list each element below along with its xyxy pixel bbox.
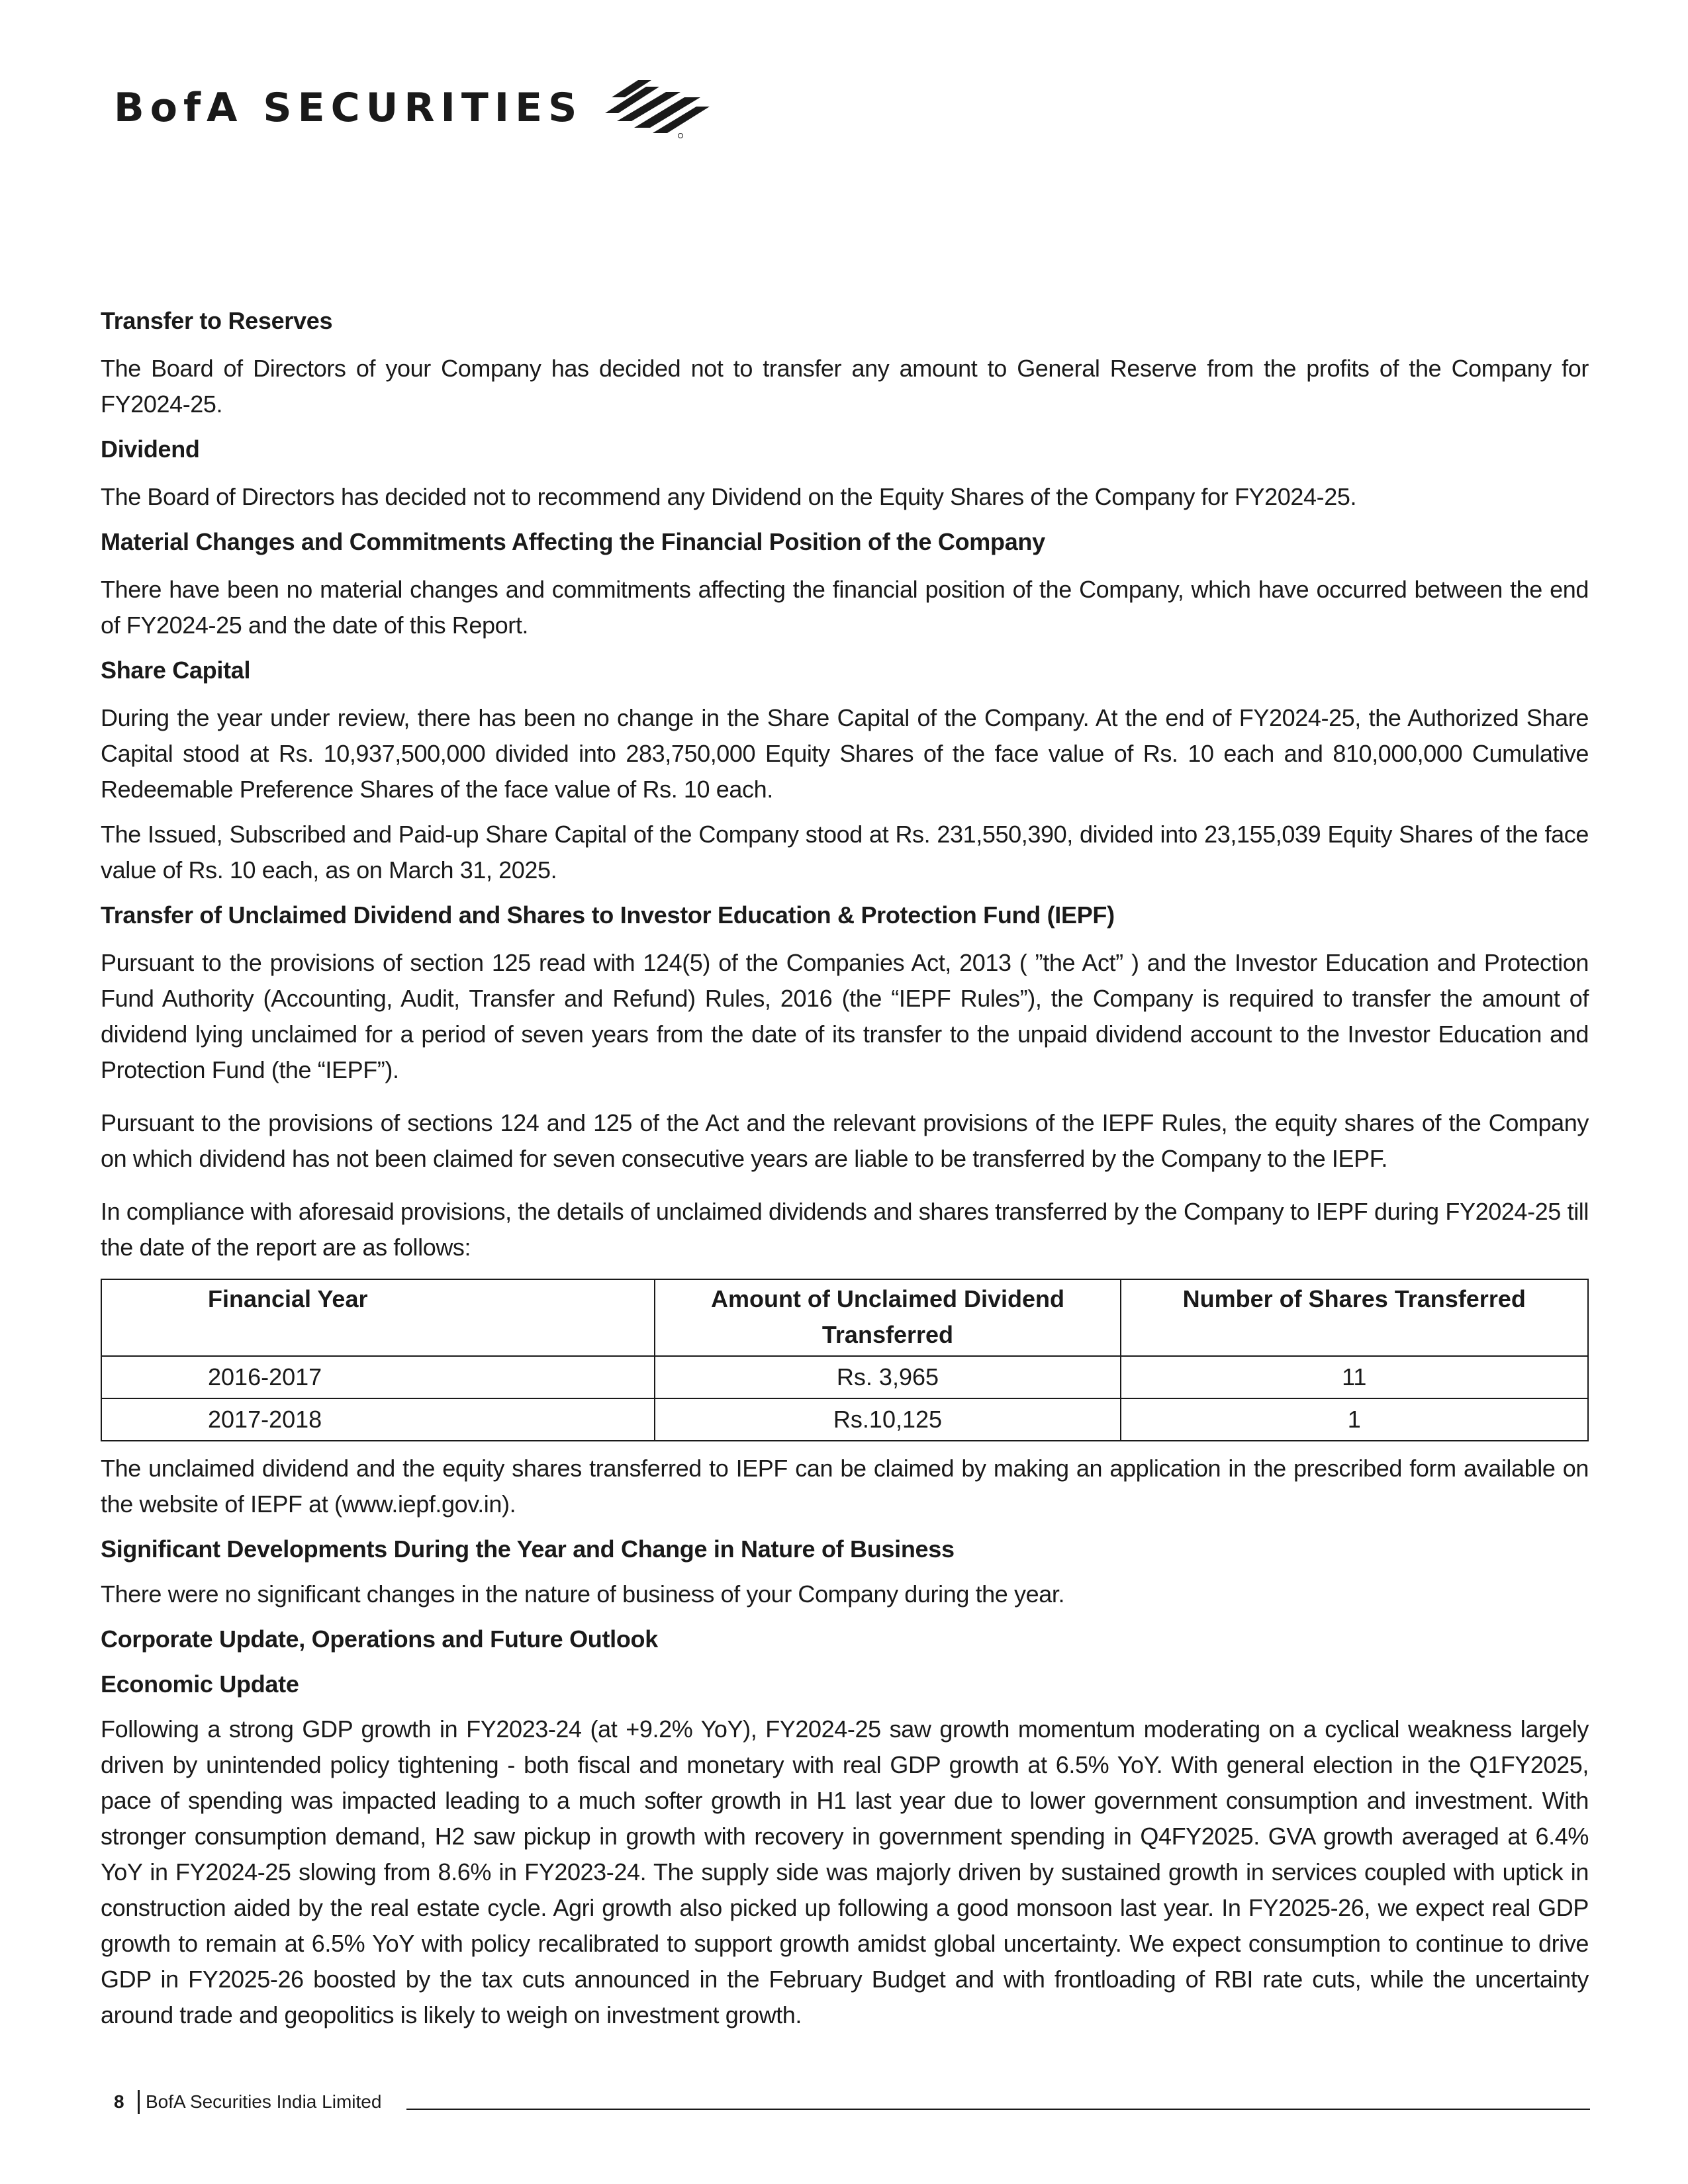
table-cell-financial-year: 2017-2018 (101, 1398, 655, 1441)
paragraph-iepf-details: In compliance with aforesaid provisions, the details of unclaimed dividends and shares transferred by the Company to IEPF during FY2024-25 till the date of the report are as follows: (101, 1198, 1589, 1261)
heading-corporate-update: Corporate Update, Operations and Future Outlook (101, 1625, 658, 1653)
paragraph-economic-update: Following a strong GDP growth in FY2023-24 (at +9.2% YoY), FY2024-25 saw growth momentum moderating on a cyclical weakness largely driven by unintended policy tightening - both fiscal and monetary with real GDP growth at 6.5% YoY. With general election in the Q1FY2025, pace of spending was impacted leading to a much softer growth in H1 last year due to lower government consumption and investment. With stronger consumption demand, H2 saw pickup in growth with recovery in government spending in Q4FY2025. GVA growth averaged at 6.4% YoY in FY2024-25 slowing from 8.6% in FY2023-24. The supply side was majorly driven by sustained growth in services coupled with uptick in construction aided by the real estate cycle. Agri growth also picked up following a good monsoon last year. In FY2025-26, we expect real GDP growth to remain at 6.5% YoY with policy recalibrated to support growth amidst global uncertainty. We expect consumption to continue to drive GDP in FY2025-26 boosted by the tax cuts announced in the February Budget and with frontloading of RBI rate cuts, while the uncertainty around trade and geopolitics is likely to weigh on investment growth. (101, 1715, 1589, 2028)
paragraph-transfer-to-reserves: The Board of Directors of your Company has decided not to transfer any amount to General Reserve from the profits of the Company for FY2024-25. (101, 355, 1589, 418)
document-body (101, 303, 1589, 2033)
page-number: 8 (114, 2091, 124, 2112)
footer-company-name: BofA Securities India Limited (146, 2091, 382, 2112)
paragraph-dividend: The Board of Directors has decided not to recommend any Dividend on the Equity Shares of the Company for FY2024-25. (101, 483, 1357, 510)
paragraph-share-capital-authorized: During the year under review, there has been no change in the Share Capital of the Company. At the end of FY2024-25, the Authorized Share Capital stood at Rs. 10,937,500,000 divided into 283,750,000 Equity Shares of the face value of Rs. 10 each and 810,000,000 Cumulative Redeemable Preference Shares of the face value of Rs. 10 each. (101, 704, 1589, 803)
table-header-shares-transferred: Number of Shares Transferred (1121, 1279, 1588, 1356)
table-header-amount-unclaimed: Amount of Unclaimed Dividend Transferred (655, 1279, 1120, 1356)
heading-iepf: Transfer of Unclaimed Dividend and Shares to Investor Education & Protection Fund (IEPF) (101, 901, 1115, 929)
paragraph-share-capital-issued: The Issued, Subscribed and Paid-up Share Capital of the Company stood at Rs. 231,550,390, divided into 23,155,039 Equity Shares of the face value of Rs. 10 each, as on March 31, 2025. (101, 821, 1589, 884)
paragraph-iepf-claim: The unclaimed dividend and the equity shares transferred to IEPF can be claimed by making an application in the prescribed form available on the website of IEPF at (www.iepf.gov.in). (101, 1455, 1589, 1518)
footer-rule-line (406, 2109, 1590, 2110)
table-cell-financial-year: 2016-2017 (101, 1356, 655, 1398)
table-header-row (101, 1279, 1588, 1356)
table-header-financial-year: Financial Year (101, 1279, 655, 1356)
heading-material-changes: Material Changes and Commitments Affecting the Financial Position of the Company (101, 528, 1045, 555)
paragraph-iepf-rules: Pursuant to the provisions of section 125 read with 124(5) of the Companies Act, 2013 ( ”the Act” ) and the Investor Education and Protection Fund Authority (Accounting, Audit, Transfer and Refund) Rules, 2016 (the “IEPF Rules”), the Company is required to transfer the amount of dividend lying unclaimed for a period of seven years from the date of its transfer to the unpaid dividend account to the Investor Education and Protection Fund (the “IEPF”). (101, 949, 1589, 1083)
heading-significant-developments: Significant Developments During the Year and Change in Nature of Business (101, 1535, 955, 1563)
table-cell-amount: Rs. 3,965 (655, 1356, 1120, 1398)
page-footer (114, 2089, 1590, 2115)
heading-economic-update: Economic Update (101, 1670, 299, 1698)
bofa-flag-logo-icon (597, 77, 710, 138)
table-row (101, 1356, 1588, 1398)
company-logo (114, 71, 710, 144)
paragraph-iepf-shares: Pursuant to the provisions of sections 124 and 125 of the Act and the relevant provisions of the IEPF Rules, the equity shares of the Company on which dividend has not been claimed for seven consecutive years are liable to be transferred by the Company to the IEPF. (101, 1109, 1589, 1172)
heading-share-capital: Share Capital (101, 657, 251, 684)
logo-text: BofA SECURITIES (114, 85, 583, 131)
paragraph-significant-developments: There were no significant changes in the nature of business of your Company during the year. (101, 1580, 1065, 1608)
heading-dividend: Dividend (101, 435, 200, 463)
heading-transfer-to-reserves: Transfer to Reserves (101, 307, 333, 334)
table-cell-shares: 11 (1121, 1356, 1588, 1398)
footer-divider (138, 2090, 140, 2114)
table-cell-amount: Rs.10,125 (655, 1398, 1120, 1441)
iepf-transfer-table (101, 1279, 1589, 1441)
table-row (101, 1398, 1588, 1441)
paragraph-material-changes: There have been no material changes and commitments affecting the financial position of the Company, which have occurred between the end of FY2024-25 and the date of this Report. (101, 576, 1589, 639)
table-cell-shares: 1 (1121, 1398, 1588, 1441)
